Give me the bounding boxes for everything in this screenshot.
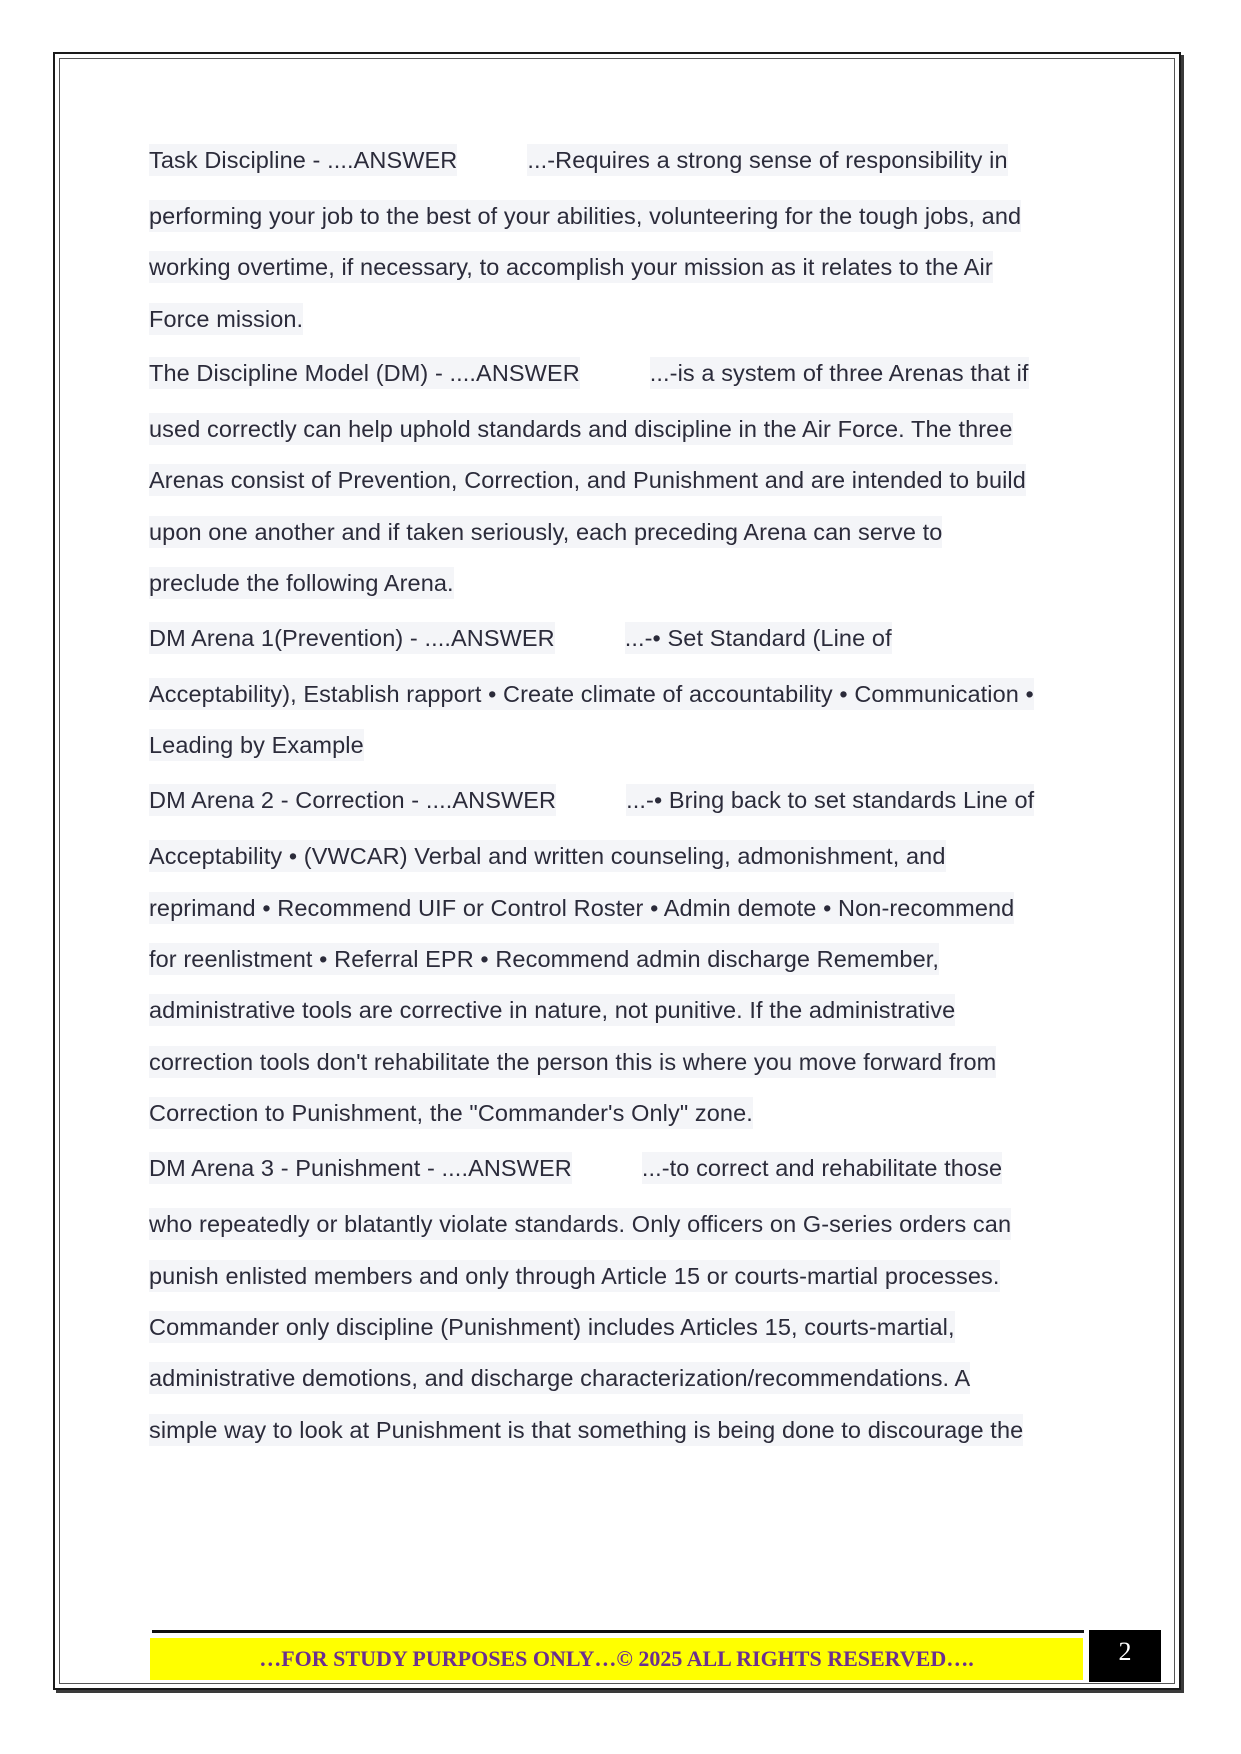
term-line [149,357,1029,389]
answer-line: who repeatedly or blatantly violate standards. Only officers on G-series orders can [149,1208,1011,1240]
answer-line: Acceptability • (VWCAR) Verbal and written counseling, admonishment, and [149,840,946,872]
answer-line: administrative demotions, and discharge characterization/recommendations. A [149,1362,970,1394]
answer-line: Arenas consist of Prevention, Correction, and Punishment and are intended to build [149,464,1026,496]
answer-line: Correction to Punishment, the "Commander's Only" zone. [149,1097,753,1129]
answer-start: ...-Requires a strong sense of responsibility in [527,147,1008,173]
term-label: Task Discipline - ....ANSWER [149,147,458,173]
answer-line: correction tools don't rehabilitate the person this is where you move forward from [149,1046,996,1078]
term-line [149,144,1008,176]
term-label: DM Arena 1(Prevention) - ....ANSWER [149,625,555,651]
answer-line: simple way to look at Punishment is that something is being done to discourage the [149,1414,1023,1446]
page-number: 2 [1089,1630,1161,1682]
answer-line: for reenlistment • Referral EPR • Recommend admin discharge Remember, [149,943,939,975]
answer-line: punish enlisted members and only through Article 15 or courts-martial processes. [149,1260,1000,1292]
answer-line: working overtime, if necessary, to accomplish your mission as it relates to the Air [149,251,993,283]
answer-line: upon one another and if taken seriously, each preceding Arena can serve to [149,516,942,548]
term-line [149,622,892,654]
answer-start: ...-• Bring back to set standards Line of [626,787,1035,813]
footer-rule [152,1630,1084,1633]
term-label: The Discipline Model (DM) - ....ANSWER [149,360,580,386]
answer-line: Acceptability), Establish rapport • Create climate of accountability • Communication • [149,678,1034,710]
term-label: DM Arena 2 - Correction - ....ANSWER [149,787,557,813]
term-line [149,784,1034,816]
answer-line: administrative tools are corrective in nature, not punitive. If the administrative [149,994,955,1026]
answer-start: ...-is a system of three Arenas that if [649,360,1029,386]
answer-line: performing your job to the best of your abilities, volunteering for the tough jobs, and [149,200,1021,232]
answer-start: ...-to correct and rehabilitate those [641,1155,1003,1181]
answer-line: reprimand • Recommend UIF or Control Roster • Admin demote • Non-recommend [149,892,1014,924]
answer-line: preclude the following Arena. [149,567,454,599]
term-line [149,1152,1002,1184]
answer-line: Commander only discipline (Punishment) includes Articles 15, courts-martial, [149,1311,955,1343]
answer-line: Leading by Example [149,729,364,761]
answer-line: Force mission. [149,303,303,335]
answer-start: ...-• Set Standard (Line of [624,625,892,651]
term-label: DM Arena 3 - Punishment - ....ANSWER [149,1155,572,1181]
answer-line: used correctly can help uphold standards and discipline in the Air Force. The three [149,413,1013,445]
footer-notice: …FOR STUDY PURPOSES ONLY…© 2025 ALL RIGHTS RESERVED…. [150,1638,1083,1680]
